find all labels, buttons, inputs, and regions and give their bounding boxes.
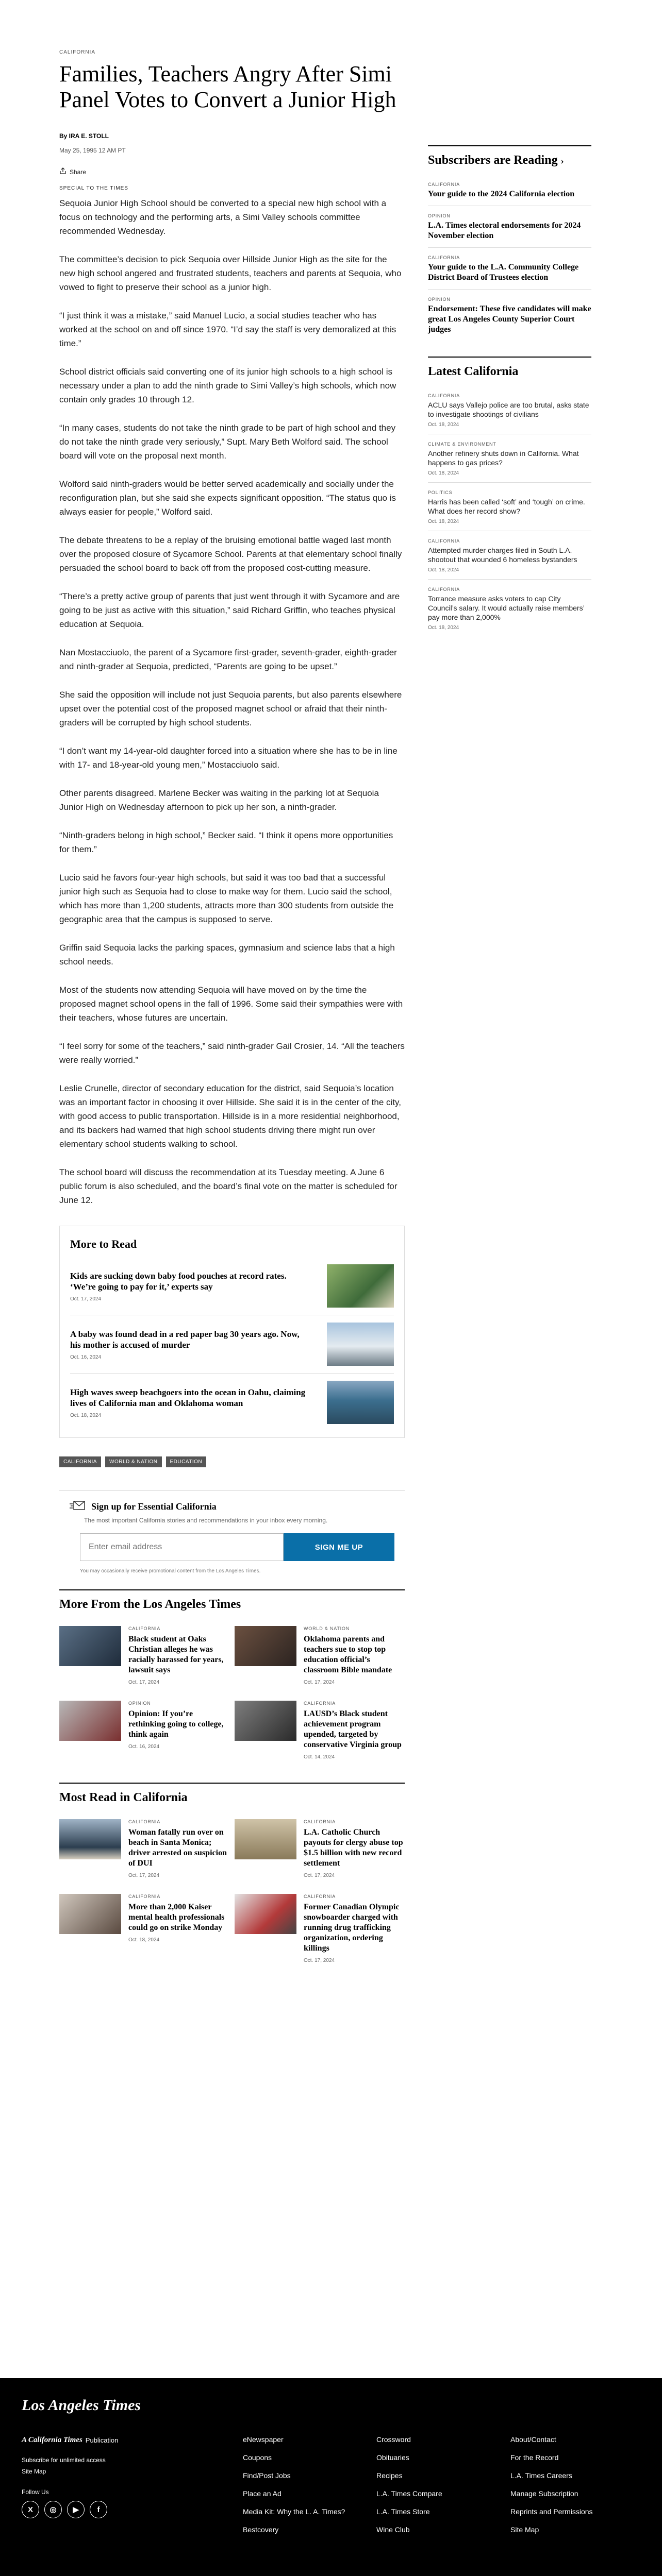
footer-link[interactable]: Crossword (376, 2435, 411, 2444)
footer-link[interactable]: L.A. Times Store (376, 2507, 430, 2516)
subscribers-title[interactable]: Subscribers are Reading › (428, 145, 591, 167)
story-headline[interactable]: ACLU says Vallejo police are too brutal, asks state to investigate shootings of civilians (428, 401, 589, 418)
article-kicker[interactable]: CALIFORNIA (59, 49, 96, 55)
facebook-icon[interactable]: f (90, 2501, 107, 2518)
footer-link[interactable]: Manage Subscription (510, 2489, 578, 2498)
story-date: Oct. 18, 2024 (428, 567, 459, 573)
story-card[interactable] (59, 1819, 229, 1878)
story-date: Oct. 18, 2024 (428, 519, 459, 524)
article-paragraph: She said the opposition will include not just Sequoia parents, but also parents elsewhere upset over the potential cost of the proposed magnet school or afraid that their ninth-graders will be corrupted by high school students. (59, 690, 402, 727)
story-card[interactable] (235, 1701, 405, 1760)
article-paragraph: Griffin said Sequoia lacks the parking spaces, gymnasium and science labs that a high school needs. (59, 943, 395, 967)
footer-link[interactable]: For the Record (510, 2453, 559, 2462)
story-date: Oct. 18, 2024 (428, 470, 459, 476)
latest-story[interactable] (428, 434, 591, 482)
footer-link[interactable]: Subscribe for unlimited access (22, 2456, 106, 2464)
story-headline[interactable]: Another refinery shuts down in California. What happens to gas prices? (428, 449, 579, 467)
article-paragraph: School district officials said converting one of its junior high schools to a high school is necessary under a plan to add the ninth grade to Simi Valley’s high schools, which now contain only grades 10 through 12. (59, 367, 396, 404)
topic-tag[interactable]: WORLD & NATION (105, 1456, 161, 1467)
story-date: Oct. 18, 2024 (428, 422, 459, 428)
article-paragraph: “There’s a pretty active group of parents that just went through it with Sycamore and are going to be just as active with this situation,” said Richard Griffin, who teaches physical education at Sequoia. (59, 591, 400, 629)
article-headline: Families, Teachers Angry After Simi Panel Votes to Convert a Junior High (59, 61, 396, 112)
footer-link[interactable]: eNewspaper (243, 2435, 284, 2444)
main-column (59, 0, 405, 1963)
story-headline[interactable]: Torrance measure asks voters to cap City Council’s salary. It would actually raise members’ pay more than 2,000% (428, 595, 585, 621)
footer-link[interactable]: L.A. Times Careers (510, 2471, 572, 2480)
story-headline[interactable]: Opinion: If you’re rethinking going to college, think again (128, 1709, 224, 1739)
story-date: Oct. 14, 2024 (304, 1754, 335, 1760)
article-paragraph: Lucio said he favors four-year high schools, but said it was too bad that a successful junior high such as Sequoia had to close to make way for them. Lucio said the school, which has more than 1,200 students, attracts more than 300 students from outside the geographic area that the campus is supposed to serve. (59, 873, 394, 924)
story-date: Oct. 17, 2024 (304, 1958, 335, 1963)
footer-link[interactable]: Bestcovery (243, 2526, 279, 2534)
chevron-right-icon: › (560, 156, 564, 166)
story-category[interactable]: OPINION (428, 297, 451, 302)
more-to-read-title: More to Read (70, 1238, 137, 1250)
story-date: Oct. 17, 2024 (304, 1680, 335, 1685)
topic-tag[interactable]: CALIFORNIA (59, 1456, 101, 1467)
story-headline[interactable]: Your guide to the L.A. Community College District Board of Trustees election (428, 263, 579, 282)
newsletter-title: Sign up for Essential California (91, 1501, 217, 1512)
story-card[interactable] (235, 1894, 405, 1963)
story-date: Oct. 16, 2024 (128, 1744, 160, 1750)
story-category[interactable]: CALIFORNIA (304, 1701, 336, 1706)
story-image[interactable] (235, 1626, 296, 1666)
story-date: Oct. 17, 2024 (128, 1680, 160, 1685)
more-from-title: More From the Los Angeles Times (59, 1589, 405, 1612)
footer-link[interactable]: Obituaries (376, 2453, 409, 2462)
story-date: Oct. 18, 2024 (128, 1937, 160, 1943)
more-to-read-headline[interactable]: Kids are sucking down baby food pouches at record rates. ‘We’re going to pay for it,’ experts say (70, 1270, 287, 1292)
footer-publication[interactable]: A California Times Publication (22, 2436, 119, 2444)
site-footer (0, 2378, 662, 2576)
most-read-title: Most Read in California (59, 1783, 405, 1805)
story-category[interactable]: CALIFORNIA (128, 1626, 161, 1631)
story-category[interactable]: CALIFORNIA (304, 1819, 336, 1824)
article-paragraph: Nan Mostacciuolo, the parent of a Sycamore first-grader, seventh-grader, eighth-grader and ninth-grader at Sequoia, predicted, “Parents are going to be upset.” (59, 648, 397, 671)
youtube-icon[interactable]: ▶ (67, 2501, 85, 2518)
story-headline[interactable]: Attempted murder charges filed in South L.A. shootout that wounded 6 homeless bystanders (428, 546, 577, 564)
story-image[interactable] (59, 1894, 121, 1934)
story-headline[interactable]: Harris has been called ‘soft’ and ‘tough’ on crime. What does her record show? (428, 498, 585, 515)
article-paragraph: “Ninth-graders belong in high school,” Becker said. “I think it opens more opportunities for them.” (59, 831, 393, 854)
story-category[interactable]: OPINION (428, 213, 451, 218)
footer-logo[interactable]: Los Angeles Times (22, 2397, 141, 2414)
story-image[interactable] (235, 1894, 296, 1934)
latest-title: Latest California (428, 357, 591, 379)
story-image[interactable] (59, 1819, 121, 1859)
more-to-read (59, 1226, 405, 1438)
footer-link[interactable]: Place an Ad (243, 2489, 282, 2498)
article-paragraph: “In many cases, students do not take the ninth grade to be part of high school and they do not take the ninth grade very seriously,” Supt. Mary Beth Wolford said. The school board will vote on the proposal next month. (59, 423, 396, 461)
story-headline[interactable]: L.A. Times electoral endorsements for 2024 November election (428, 221, 581, 240)
california-times-logo: A California Times (22, 2436, 82, 2444)
topic-tag[interactable]: EDUCATION (166, 1456, 207, 1467)
latest-story[interactable] (428, 386, 591, 434)
article-paragraph: “I just think it was a mistake,” said Manuel Lucio, a social studies teacher who has worked at the school on and off since 1970. “I’d say the staff is very demoralized at this time.” (59, 311, 396, 348)
story-category[interactable]: WORLD & NATION (304, 1626, 350, 1631)
story-category[interactable]: CALIFORNIA (304, 1894, 336, 1899)
footer-link[interactable]: Site Map (510, 2526, 539, 2534)
article-thumbnail[interactable] (327, 1323, 394, 1366)
article-paragraph: “I don’t want my 14-year-old daughter forced into a situation where she has to be in line with 17- and 18-year-old young men,” Mostacciuolo said. (59, 746, 398, 770)
footer-link[interactable]: L.A. Times Compare (376, 2489, 442, 2498)
newsletter-note: You may occasionally receive promotional content from the Los Angeles Times. (80, 1568, 261, 1574)
story-headline[interactable]: More than 2,000 Kaiser mental health professionals could go on strike Monday (128, 1903, 225, 1932)
sidebar (428, 0, 591, 637)
article-paragraph: Other parents disagreed. Marlene Becker was waiting in the parking lot at Sequoia Junior High on Wednesday afternoon to pick up her son, a ninth-grader. (59, 788, 379, 812)
story-image[interactable] (235, 1701, 296, 1741)
story-headline[interactable]: Endorsement: These five candidates will make great Los Angeles County Superior Court judges (428, 304, 591, 334)
article-paragraph: “I feel sorry for some of the teachers,” said ninth-grader Gail Crosier, 14. “All the teachers were really worried.” (59, 1041, 405, 1065)
story-headline[interactable]: Your guide to the 2024 California election (428, 190, 575, 198)
story-image[interactable] (59, 1626, 121, 1666)
story-category[interactable]: CALIFORNIA (128, 1894, 161, 1899)
story-category[interactable]: CALIFORNIA (428, 538, 460, 544)
article-paragraph: Sequoia Junior High School should be converted to a special new high school with a focus on technology and the performing arts, a Simi Valley schools committee recommended Wednesday. (59, 198, 387, 236)
more-to-read-headline[interactable]: A baby was found dead in a red paper bag 30 years ago. Now, his mother is accused of murder (70, 1329, 300, 1350)
story-date: Oct. 18, 2024 (428, 625, 459, 631)
subscriber-story[interactable] (428, 175, 591, 206)
footer-link[interactable]: About/Contact (510, 2435, 556, 2444)
story-date: Oct. 17, 2024 (128, 1873, 160, 1878)
footer-link[interactable]: Find/Post Jobs (243, 2471, 291, 2480)
story-headline[interactable]: Former Canadian Olympic snowboarder charged with running drug trafficking organization, ordering killings (304, 1903, 400, 1953)
story-headline[interactable]: L.A. Catholic Church payouts for clergy abuse top $1.5 billion with new record settlement (304, 1828, 403, 1868)
story-card[interactable] (235, 1819, 405, 1878)
share-icon (59, 167, 67, 176)
story-category[interactable]: OPINION (128, 1701, 151, 1706)
latest-story[interactable] (428, 482, 591, 531)
follow-label: Follow Us (22, 2488, 49, 2496)
tag-list (59, 1456, 405, 1467)
article-paragraph: Wolford said ninth-graders would be better served academically and socially under the reconfiguration plan, but she said she expects significant opposition. “The status quo is always easier for people,” Wolford said. (59, 479, 396, 517)
story-category[interactable]: CALIFORNIA (428, 182, 460, 187)
story-category[interactable]: POLITICS (428, 490, 453, 495)
article-date: May 25, 1995 12 AM PT (59, 147, 126, 154)
sign-up-button[interactable]: SIGN ME UP (284, 1533, 394, 1561)
story-card[interactable] (59, 1894, 229, 1963)
more-to-read-item[interactable] (70, 1373, 394, 1431)
story-headline[interactable]: Black student at Oaks Christian alleges he was racially harassed for years, lawsuit says (128, 1635, 224, 1674)
more-to-read-item[interactable] (70, 1257, 394, 1315)
latest-story[interactable] (428, 579, 591, 637)
latest-california (428, 357, 591, 637)
more-from-section (59, 1589, 405, 1760)
newsletter-subtitle: The most important California stories and recommendations in your inbox every morning. (84, 1517, 328, 1524)
footer-link[interactable]: Recipes (376, 2471, 403, 2480)
x-icon[interactable]: X (22, 2501, 39, 2518)
instagram-icon[interactable]: ◎ (44, 2501, 62, 2518)
more-to-read-headline[interactable]: High waves sweep beachgoers into the ocean in Oahu, claiming lives of California man and Oklahoma woman (70, 1387, 306, 1408)
article-thumbnail[interactable] (327, 1264, 394, 1308)
article-paragraph: Most of the students now attending Sequoia will have moved on by the time the proposed magnet school opens in the fall of 1996. Some said their sympathies were with their teachers, whose futures are uncertain. (59, 985, 403, 1023)
subscriber-story[interactable] (428, 289, 591, 341)
footer-link[interactable]: Site Map (22, 2468, 46, 2475)
subscribers-reading (428, 145, 591, 341)
footer-link[interactable]: Wine Club (376, 2526, 410, 2534)
article-source: SPECIAL TO THE TIMES (59, 185, 128, 191)
story-image[interactable] (59, 1701, 121, 1741)
article-paragraph: The committee’s decision to pick Sequoia over Hillside Junior High as the site for the new high school angered and frustrated students, teachers and parents at Sequoia, who vowed to fight to preserve their school as a junior high. (59, 255, 402, 292)
article-paragraph: The school board will discuss the recommendation at its Tuesday meeting. A June 6 public forum is also scheduled, and the board’s final vote on the matter is scheduled for June 12. (59, 1167, 398, 1205)
story-headline[interactable]: Woman fatally run over on beach in Santa Monica; driver arrested on suspicion of DUI (128, 1828, 227, 1868)
more-to-read-date: Oct. 17, 2024 (70, 1296, 102, 1302)
subscriber-story[interactable] (428, 206, 591, 247)
envelope-icon (70, 1501, 85, 1513)
share-button[interactable] (59, 167, 405, 176)
story-category[interactable]: CLIMATE & ENVIRONMENT (428, 442, 496, 447)
article-paragraph: Leslie Crunelle, director of secondary education for the district, said Sequoia’s location was an important factor in choosing it over Hillside. She said it is in the center of the city, with good access to public transportation. Hillside is in a more residential neighborhood, and its backers had warned that high school students driving there might run over elementary school students walking to school. (59, 1083, 401, 1149)
footer-link[interactable]: Reprints and Permissions (510, 2507, 593, 2516)
latest-story[interactable] (428, 531, 591, 579)
subscriber-story[interactable] (428, 247, 591, 289)
story-card[interactable] (59, 1626, 229, 1685)
email-input[interactable] (80, 1533, 284, 1561)
article-thumbnail[interactable] (327, 1381, 394, 1424)
story-card[interactable] (59, 1701, 229, 1760)
more-to-read-item[interactable] (70, 1315, 394, 1373)
article-body (59, 196, 405, 1207)
story-headline[interactable]: LAUSD’s Black student achievement program upended, targeted by conservative Virginia group (304, 1709, 402, 1749)
share-label: Share (70, 168, 87, 176)
article-byline[interactable]: By IRA E. STOLL (59, 132, 109, 140)
footer-link[interactable]: Media Kit: Why the L. A. Times? (243, 2507, 345, 2516)
footer-link[interactable]: Coupons (243, 2453, 272, 2462)
story-headline[interactable]: Oklahoma parents and teachers sue to stop top education official’s classroom Bible mandate (304, 1635, 392, 1674)
story-category[interactable]: CALIFORNIA (428, 587, 460, 592)
story-category[interactable]: CALIFORNIA (128, 1819, 161, 1824)
most-read-section (59, 1783, 405, 1963)
story-card[interactable] (235, 1626, 405, 1685)
story-image[interactable] (235, 1819, 296, 1859)
story-category[interactable]: CALIFORNIA (428, 393, 460, 398)
more-to-read-date: Oct. 16, 2024 (70, 1354, 102, 1360)
story-date: Oct. 17, 2024 (304, 1873, 335, 1878)
story-category[interactable]: CALIFORNIA (428, 255, 460, 260)
article-paragraph: The debate threatens to be a replay of the bruising emotional battle waged last month over the proposed closure of Sycamore School. Parents at that elementary school finally persuaded the school board to back off from the proposed cost-cutting measure. (59, 535, 402, 573)
newsletter-signup (59, 1490, 405, 1586)
more-to-read-date: Oct. 18, 2024 (70, 1412, 102, 1418)
